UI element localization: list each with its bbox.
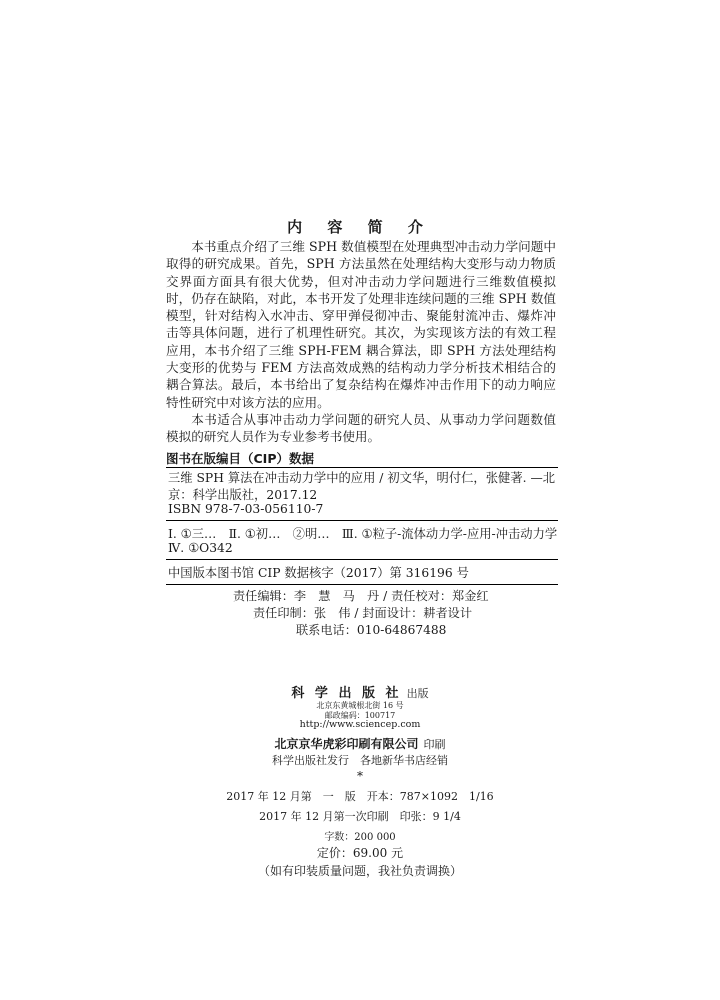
cip-data-box: [166, 467, 558, 585]
printer-line: [0, 733, 720, 752]
cip-record-number: 中国版本图书馆 CIP 数据核字（2017）第 316196 号: [168, 566, 469, 580]
cip-divider: [166, 520, 558, 521]
printer-action: 印刷: [423, 738, 446, 751]
word-count: 字数：200 000: [324, 832, 396, 843]
publisher-address: 北京东黄城根北街 16 号: [316, 701, 404, 710]
credits-phone: 联系电话：010-64867488: [296, 623, 447, 637]
summary-paragraph-1: 本书重点介绍了三维 SPH 数值模型在处理典型冲击动力学问题中取得的研究成果。首先，SPH 方法虽然在处理结构大变形与动力物质交界面方面具有很大优势，但对冲击动力学问题进行三维数值模拟时，仍存在缺陷，对此，本书开发了处理非连续问题的三维 SPH 数值模型，针对结构入水冲击、穿甲弹侵彻冲击、聚能射流冲击、爆炸冲击等具体问题，进行了机理性研究。其次，为实现该方法的有效工程应用，本书介绍了三维 SPH-FEM 耦合算法，即 SPH 方法处理结构大变形的优势与 FEM 方法高效成熟的结构动力学分析技术相结合的耦合算法。最后，本书给出了复杂结构在爆炸冲击作用下的动力响应特性研究中对该方法的应用。: [166, 239, 556, 410]
quality-notice: （如有印装质量问题，我社负责调换）: [257, 864, 462, 878]
cip-classification-2: Ⅳ. ①O342: [168, 541, 233, 555]
credits-editors: 责任编辑：李 慧 马 丹 / 责任校对：郑金红: [233, 589, 489, 603]
cip-title-line: 三维 SPH 算法在冲击动力学中的应用 / 初文华，明付仁，张健著. —北: [168, 471, 556, 485]
publisher-line: [0, 682, 720, 701]
printing-line: 2017 年 12 月第一次印刷 印张：9 1/4: [259, 810, 461, 823]
cip-isbn: ISBN 978-7-03-056110-7: [168, 502, 324, 516]
summary-paragraph-2: 本书适合从事冲击动力学问题的研究人员、从事动力学问题数值模拟的研究人员作为专业参考书使用。: [166, 411, 556, 445]
cip-divider: [166, 559, 558, 560]
cip-classification-1: Ⅰ. ①三… Ⅱ. ①初… ②明… Ⅲ. ①粒子-流体动力学-应用-冲击动力学: [168, 527, 558, 541]
cip-publisher-line: 京：科学出版社，2017.12: [168, 488, 318, 502]
cip-heading: 图书在版编目（CIP）数据: [166, 451, 314, 466]
publisher-postcode: 邮政编码：100717: [324, 711, 396, 720]
credits-printing: 责任印制：张 伟 / 封面设计：耕者设计: [253, 606, 473, 620]
price: 定价：69.00 元: [316, 846, 404, 860]
publisher-action: 出版: [406, 687, 429, 700]
printer-name: 北京京华虎彩印刷有限公司: [274, 737, 419, 751]
publisher-url: http://www.sciencep.com: [299, 719, 421, 730]
distribution-line: 科学出版社发行 各地新华书店经销: [272, 754, 448, 767]
publisher-name: 科 学 出 版 社: [291, 686, 402, 701]
separator-star: *: [357, 769, 363, 783]
summary-title: 内 容 简 介: [287, 218, 433, 236]
summary-text: [166, 238, 556, 446]
edition-line: 2017 年 12 月第 一 版 开本：787×1092 1/16: [226, 790, 494, 803]
